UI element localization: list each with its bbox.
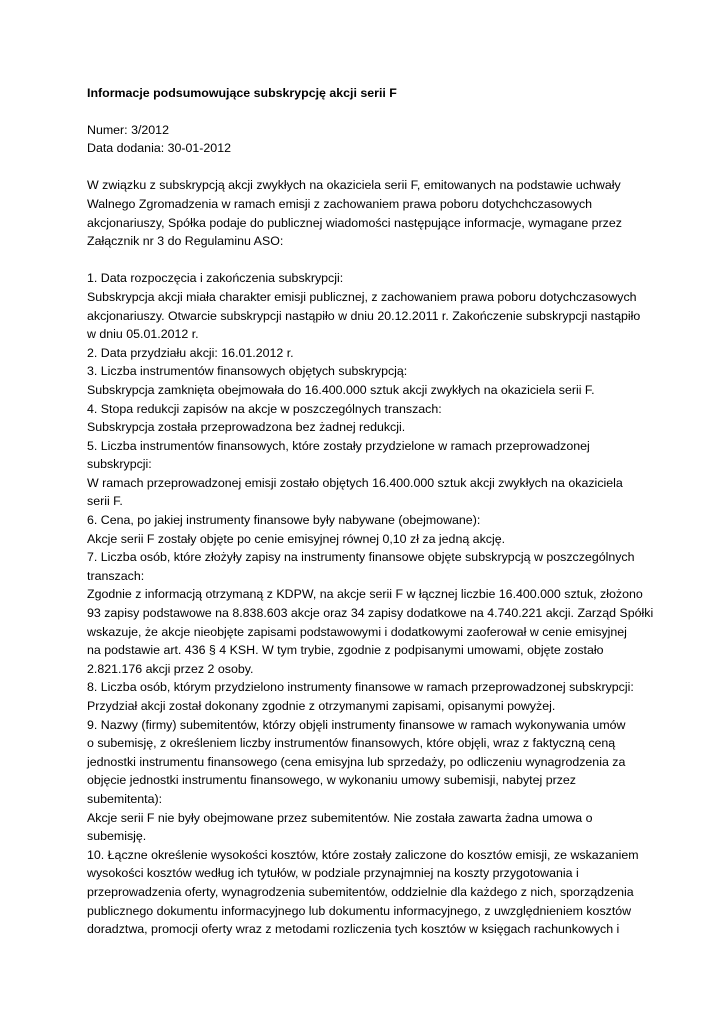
document-body [87,269,654,938]
body-line: Subskrypcja została przeprowadzona bez żadnej redukcji. [87,420,406,435]
body-line: 9. Nazwy (firmy) subemitentów, którzy objęli instrumenty finansowe w ramach wykonywania umów [87,717,626,732]
body-line: 8. Liczba osób, którym przydzielono instrumenty finansowe w ramach przeprowadzonej subskrypcji: [87,680,634,695]
body-line: W ramach przeprowadzonej emisji zostało objętych 16.400.000 sztuk akcji zwykłych na okaziciela [87,475,623,490]
body-line: wysokości kosztów według ich tytułów, w podziale przynajmniej na koszty przygotowania i [87,866,579,881]
body-line: serii F. [87,494,123,509]
body-line: 5. Liczba instrumentów finansowych, które zostały przydzielone w ramach przeprowadzonej [87,438,590,453]
body-line: subskrypcji: [87,457,152,472]
body-line: 6. Cena, po jakiej instrumenty finansowe były nabywane (obejmowane): [87,513,481,528]
body-line: publicznego dokumentu informacyjnego lub dokumentu informacyjnego, z uwzględnieniem kosztów [87,903,632,918]
body-line: doradztwa, promocji oferty wraz z metodami rozliczenia tych kosztów w księgach rachunkowych i [87,922,620,937]
intro-line: akcjonariuszy, Spółka podaje do publicznej wiadomości następujące informacje, wymagane przez [87,215,622,230]
document-page [87,84,654,939]
body-line: transzach: [87,568,145,583]
body-line: Akcje serii F zostały objęte po cenie emisyjnej równej 0,10 zł za jedną akcję. [87,531,506,546]
body-line: 10. Łączne określenie wysokości kosztów, które zostały zaliczone do kosztów emisji, ze wskazaniem [87,847,639,862]
paragraph-gap [87,251,647,270]
intro-paragraph [87,176,647,250]
body-line: subemitenta): [87,791,163,806]
body-line: akcjonariuszy. Otwarcie subskrypcji nastąpiło w dniu 20.12.2011 r. Zakończenie subskrypcji nastąpiło [87,308,641,323]
body-line: subemisję. [87,829,147,844]
body-line: 4. Stopa redukcji zapisów na akcje w poszczególnych transzach: [87,401,442,416]
body-line: Subskrypcja zamknięta obejmowała do 16.400.000 sztuk akcji zwykłych na okaziciela serii F. [87,382,595,397]
document-number: Numer: 3/2012 [87,122,169,137]
document-meta [87,121,647,158]
body-line: przeprowadzenia oferty, wynagrodzenia subemitentów, oddzielnie dla każdego z nich, sporządzenia [87,884,634,899]
body-line: Zgodnie z informacją otrzymaną z KDPW, na akcje serii F w łącznej liczbie 16.400.000 sztuk, złożono [87,587,643,602]
body-line: na podstawie art. 436 § 4 KSH. W tym trybie, zgodnie z podpisanymi umowami, objęte zostało [87,643,604,658]
intro-line: Walnego Zgromadzenia w ramach emisji z zachowaniem prawa poboru dotychchczasowych [87,196,593,211]
intro-line: Załącznik nr 3 do Regulaminu ASO: [87,234,284,249]
document-title: Informacje podsumowujące subskrypcję akcji serii F [87,86,397,100]
body-line: Subskrypcja akcji miała charakter emisji publicznej, z zachowaniem prawa poboru dotychczasowych [87,289,637,304]
body-line: 7. Liczba osób, które złożyły zapisy na instrumenty finansowe objęte subskrypcją w poszczególnych [87,550,635,565]
body-line: jednostki instrumentu finansowego (cena emisyjna lub sprzedaży, po odliczeniu wynagrodzenia za [87,754,626,769]
body-line: w dniu 05.01.2012 r. [87,327,199,342]
body-line: 2.821.176 akcji przez 2 osoby. [87,661,254,676]
body-line: Akcje serii F nie były obejmowane przez subemitentów. Nie została zawarta żadna umowa o [87,810,593,825]
body-line: wskazuje, że akcje nieobjęte zapisami podstawowymi i dodatkowymi zaoferował w cenie emisyjnej [87,624,627,639]
body-line: o subemisję, z określeniem liczby instrumentów finansowych, które objęli, wraz z faktyczną ceną [87,736,616,751]
intro-line: W związku z subskrypcją akcji zwykłych na okaziciela serii F, emitowanych na podstawie uchwały [87,178,621,193]
document-date-added: Data dodania: 30-01-2012 [87,141,231,156]
body-line: Przydział akcji został dokonany zgodnie z otrzymanymi zapisami, opisanymi powyżej. [87,699,556,713]
body-line: 3. Liczba instrumentów finansowych objętych subskrypcją: [87,364,408,379]
body-line: 1. Data rozpoczęcia i zakończenia subskrypcji: [87,271,344,286]
body-line: 93 zapisy podstawowe na 8.838.603 akcje oraz 34 zapisy dodatkowe na 4.740.221 akcji. Zarząd Spółki [87,606,654,621]
body-line: objęcie jednostki instrumentu finansowego, w wykonaniu umowy subemisji, nabytej przez [87,773,576,788]
body-line: 2. Data przydziału akcji: 16.01.2012 r. [87,345,294,360]
